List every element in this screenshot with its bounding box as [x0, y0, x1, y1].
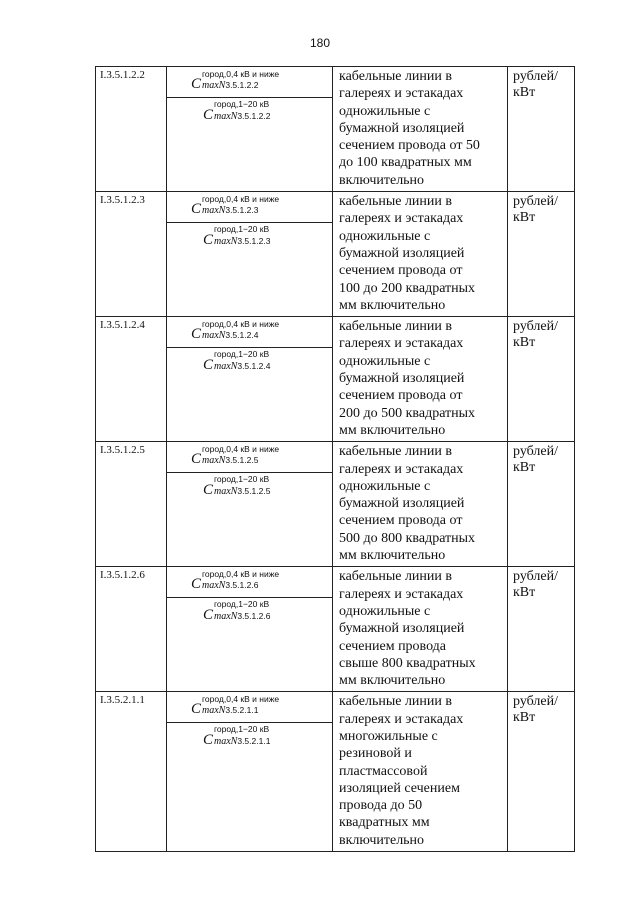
description-line: одножильные с — [339, 228, 431, 244]
formula-superscript: город,0,4 кВ и ниже — [202, 694, 280, 705]
row-code: I.3.5.1.2.3 — [96, 192, 167, 317]
formula-subscript — [214, 111, 270, 122]
row-code: I.3.5.1.2.4 — [96, 317, 167, 442]
description-line: квадратных мм — [339, 815, 430, 831]
formula-superscript: город,1−20 кВ — [214, 99, 270, 109]
formula-cell — [167, 317, 333, 442]
formula-superscript: город,1−20 кВ — [214, 224, 270, 235]
formula-subscript-index: 3.5.1.2.3 — [225, 205, 259, 216]
formula-subscript-index: 3.5.1.2.6 — [237, 611, 271, 622]
description-line: галереях и эстакадах — [339, 86, 464, 102]
description-line: многожильные с — [339, 728, 438, 744]
formula-second-voltage — [167, 97, 332, 128]
row-unit: рублей/кВт — [508, 567, 575, 692]
formula-symbol: C — [203, 357, 214, 374]
description-line: мм включительно — [339, 673, 446, 689]
formula-subscript-index: 3.5.1.2.5 — [225, 455, 259, 466]
formula-symbol: C — [203, 732, 214, 749]
description-line: включительно — [339, 832, 425, 848]
row-code: I.3.5.1.2.5 — [96, 442, 167, 567]
formula-symbol: C — [191, 701, 202, 718]
formula-first-voltage — [167, 567, 332, 597]
formula-first-voltage — [167, 192, 332, 222]
formula-subscript-index: 3.5.1.2.2 — [225, 80, 259, 90]
formula-superscript: город,1−20 кВ — [214, 724, 270, 735]
description-line: до 100 квадратных мм — [339, 155, 472, 171]
table-row — [96, 317, 575, 442]
description-line: сечением провода от — [339, 263, 463, 279]
formula-symbol: C — [191, 451, 202, 468]
formula-subscript-index: 3.5.2.1.1 — [225, 705, 259, 716]
row-unit: рублей/кВт — [508, 692, 575, 852]
description-line: галереях и эстакадах — [339, 711, 464, 727]
formula-subscript-n: N — [218, 580, 226, 592]
description-line: 200 до 500 квадратных — [339, 405, 476, 421]
row-unit: рублей/кВт — [508, 317, 575, 442]
formula-subscript-max: max — [202, 580, 219, 592]
formula-superscript: город,0,4 кВ и ниже — [202, 444, 280, 455]
description-line: бумажной изоляцией — [339, 245, 465, 261]
table-row — [96, 192, 575, 317]
formula-superscript: город,1−20 кВ — [214, 474, 270, 485]
formula-subscript — [202, 705, 258, 716]
description-line: 100 до 200 квадратных — [339, 280, 476, 296]
formula-superscript: город,1−20 кВ — [214, 599, 270, 610]
formula-superscript: город,1−20 кВ — [214, 349, 270, 360]
formula-subscript — [202, 80, 258, 91]
formula-first-voltage — [167, 692, 332, 722]
formula-subscript — [214, 611, 270, 622]
formula-subscript-max: max — [202, 330, 219, 342]
formula-subscript-n: N — [218, 80, 226, 91]
description-line: сечением провода — [339, 638, 447, 654]
formula-cell — [167, 442, 333, 567]
formula-cell — [167, 692, 333, 852]
formula-first-voltage — [167, 442, 332, 472]
tariff-table — [95, 66, 575, 852]
formula-symbol: C — [203, 607, 214, 624]
formula-second-voltage — [167, 722, 332, 753]
formula-subscript-index: 3.5.1.2.3 — [237, 236, 271, 247]
formula-symbol: C — [203, 107, 214, 123]
formula-first-voltage — [167, 67, 332, 97]
description-line: одножильные с — [339, 103, 431, 119]
description-line: провода до 50 — [339, 798, 423, 814]
row-description — [333, 67, 508, 192]
description-line: мм включительно — [339, 548, 446, 564]
formula-second-voltage — [167, 222, 332, 253]
formula-cell — [167, 67, 333, 192]
description-line: мм включительно — [339, 422, 446, 438]
formula-subscript-n: N — [218, 455, 226, 467]
description-line: кабельные линии в — [339, 569, 453, 585]
formula-superscript: город,0,4 кВ и ниже — [202, 194, 280, 205]
formula-subscript — [202, 330, 258, 341]
formula-subscript-max: max — [214, 486, 231, 498]
row-code: I.3.5.1.2.6 — [96, 567, 167, 692]
formula-subscript-index: 3.5.2.1.1 — [237, 736, 271, 747]
formula-subscript-max: max — [202, 80, 219, 91]
formula-second-voltage — [167, 347, 332, 378]
formula-subscript-max: max — [214, 611, 231, 623]
formula-subscript-n: N — [218, 330, 226, 342]
formula-cell — [167, 567, 333, 692]
formula-subscript-index: 3.5.1.2.6 — [225, 580, 259, 591]
row-unit: рублей/кВт — [508, 192, 575, 317]
description-line: мм включительно — [339, 297, 446, 313]
formula-subscript-max: max — [214, 111, 231, 122]
formula-subscript-n: N — [230, 611, 238, 623]
formula-subscript-max: max — [214, 736, 231, 748]
formula-subscript-max: max — [202, 705, 219, 717]
table-row — [96, 67, 575, 192]
formula-subscript-max: max — [202, 455, 219, 467]
description-line: сечением провода от — [339, 388, 463, 404]
formula-superscript: город,0,4 кВ и ниже — [202, 569, 280, 580]
table-row — [96, 692, 575, 852]
row-code: I.3.5.1.2.2 — [96, 67, 167, 192]
description-line: кабельные линии в — [339, 319, 453, 335]
formula-second-voltage — [167, 472, 332, 503]
row-description — [333, 567, 508, 692]
table-row — [96, 567, 575, 692]
table-row — [96, 442, 575, 567]
description-line: кабельные линии в — [339, 194, 453, 210]
description-line: кабельные линии в — [339, 444, 453, 460]
formula-subscript-index: 3.5.1.2.4 — [237, 361, 271, 372]
row-unit: рублей/кВт — [508, 67, 575, 192]
formula-subscript — [214, 361, 270, 372]
description-line: свыше 800 квадратных — [339, 655, 476, 671]
row-description — [333, 692, 508, 852]
formula-symbol: C — [203, 482, 214, 499]
description-line: изоляцией сечением — [339, 780, 460, 796]
description-line: одножильные с — [339, 478, 431, 494]
formula-subscript — [214, 486, 270, 497]
formula-subscript-max: max — [202, 205, 219, 217]
formula-superscript: город,0,4 кВ и ниже — [202, 319, 280, 330]
description-line: сечением провода от — [339, 513, 463, 529]
formula-subscript-max: max — [214, 361, 231, 373]
description-line: галереях и эстакадах — [339, 211, 464, 227]
row-code: I.3.5.2.1.1 — [96, 692, 167, 852]
row-description — [333, 192, 508, 317]
description-line: бумажной изоляцией — [339, 621, 465, 637]
formula-superscript: город,0,4 кВ и ниже — [202, 69, 280, 79]
formula-symbol: C — [191, 576, 202, 593]
page-number: 180 — [309, 36, 331, 50]
formula-symbol: C — [191, 201, 202, 218]
formula-subscript-index: 3.5.1.2.2 — [237, 111, 271, 121]
description-line: включительно — [339, 172, 425, 188]
formula-subscript-n: N — [230, 361, 238, 373]
description-line: сечением провода от 50 — [339, 138, 480, 154]
formula-subscript-n: N — [230, 736, 238, 748]
description-line: одножильные с — [339, 603, 431, 619]
formula-subscript-n: N — [218, 705, 226, 717]
description-line: бумажной изоляцией — [339, 496, 465, 512]
description-line: галереях и эстакадах — [339, 586, 464, 602]
formula-subscript — [214, 236, 270, 247]
formula-subscript-n: N — [230, 111, 238, 122]
description-line: галереях и эстакадах — [339, 461, 464, 477]
description-line: бумажной изоляцией — [339, 120, 465, 136]
formula-subscript — [202, 580, 258, 591]
formula-subscript-n: N — [230, 236, 238, 248]
description-line: одножильные с — [339, 353, 431, 369]
row-description — [333, 442, 508, 567]
formula-subscript-index: 3.5.1.2.4 — [225, 330, 259, 341]
formula-symbol: C — [203, 232, 214, 249]
formula-cell — [167, 192, 333, 317]
formula-symbol: C — [191, 76, 202, 92]
row-description — [333, 317, 508, 442]
description-line: кабельные линии в — [339, 694, 453, 710]
formula-subscript — [214, 736, 270, 747]
formula-first-voltage — [167, 317, 332, 347]
formula-subscript-max: max — [214, 236, 231, 248]
description-line: пластмассовой — [339, 763, 428, 779]
description-line: бумажной изоляцией — [339, 371, 465, 387]
formula-subscript-index: 3.5.1.2.5 — [237, 486, 271, 497]
formula-subscript — [202, 205, 258, 216]
description-line: галереях и эстакадах — [339, 336, 464, 352]
description-line: резиновой и — [339, 746, 412, 762]
formula-subscript-n: N — [218, 205, 226, 217]
formula-subscript — [202, 455, 258, 466]
description-line: 500 до 800 квадратных — [339, 530, 476, 546]
formula-subscript-n: N — [230, 486, 238, 498]
row-unit: рублей/кВт — [508, 442, 575, 567]
description-line: кабельные линии в — [339, 69, 453, 84]
formula-symbol: C — [191, 326, 202, 343]
formula-second-voltage — [167, 597, 332, 628]
